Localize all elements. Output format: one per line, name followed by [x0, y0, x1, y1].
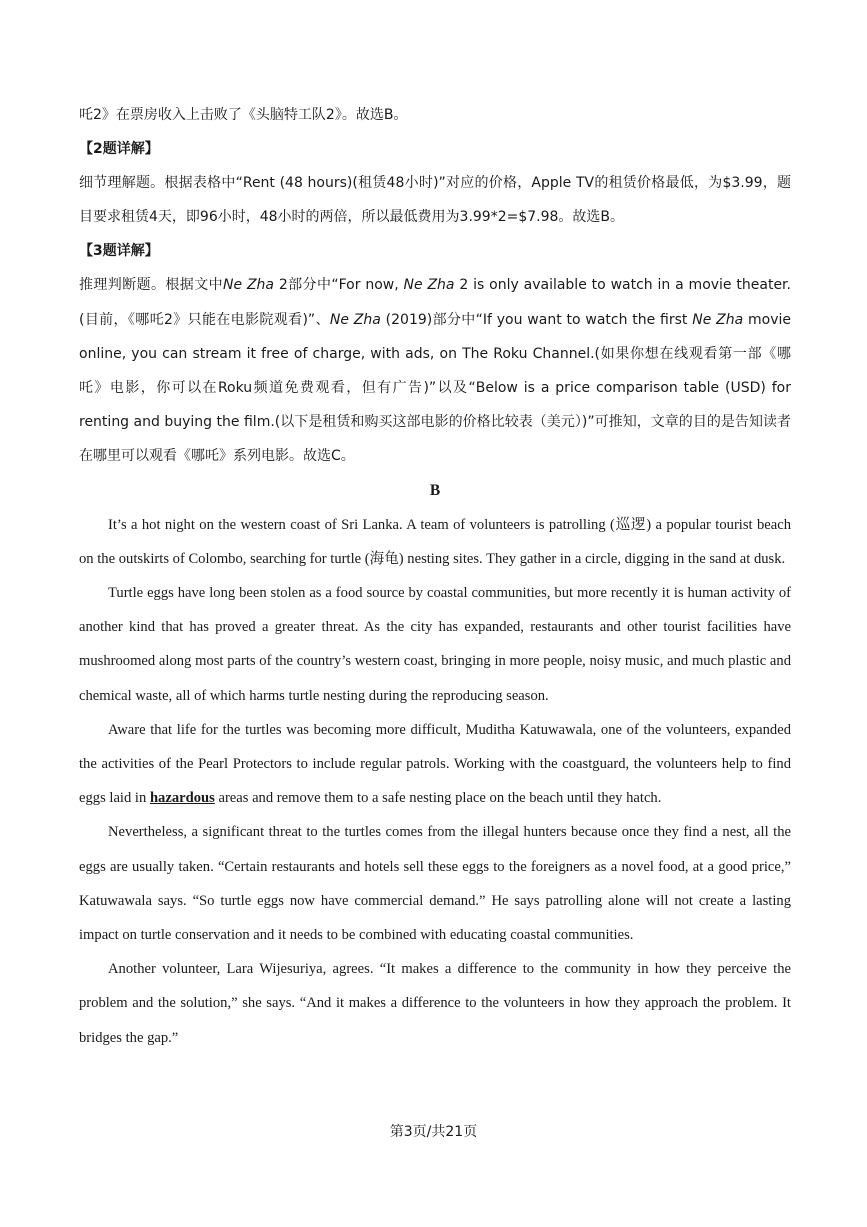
q3-heading: 【3题详解】 [79, 243, 159, 260]
q1-answer-tail: 吒2》在票房收入上击败了《头脑特工队2》。故选B。 [79, 107, 408, 123]
paragraph-3-text-b: areas and remove them to a safe nesting place on the beach until they hatch. [214, 790, 662, 807]
passage-paragraph-5: Another volunteer, Lara Wijesuriya, agrees. “It makes a difference to the community in how they perceive the problem and the solution,” she says. “And it makes a difference to the volunteers in how they approach the problem. It bridges the gap.” [79, 961, 791, 1046]
q3-text-3: 2 is only available to watch in a movie theater.(目前，《哪吒2》只能在电影院观看)”、 [79, 277, 791, 328]
q3-text-5: movie online, you can stream it free of charge, with ads, on The Roku Channel.(如果你想在线观看第一部《哪吒》电影，你可以在Roku频道免费观看，但有广告)”以及“Below is a price comparison table (USD) for renting and buying the film.(以下是租赁和购买这部电影的价格比较表（美元）)”可推知，文章的目的是告知读者在哪里可以观看《哪吒》系列电影。故选C。 [79, 311, 791, 465]
passage-title: B [429, 481, 441, 499]
passage-paragraph-3 [79, 713, 791, 816]
q3-text-1: 推理判断题。根据文中 [79, 277, 224, 294]
q3-text-2: 2部分中“For now, [274, 277, 404, 294]
passage-paragraph-4: Nevertheless, a significant threat to the turtles comes from the illegal hunters because once they find a nest, all the eggs are usually taken. “Certain restaurants and hotels sell these eggs to the foreigners as a novel food, at a good price,” Katuwawala says. “So turtle eggs now have commercial demand.” He says patrolling alone will not create a lasting impact on turtle conservation and it needs to be combined with educating coastal communities. [79, 824, 791, 944]
q2-heading: 【2题详解】 [79, 141, 159, 157]
q3-title-italic-3: Ne Zha [329, 311, 381, 328]
paragraph-3-text-a: Aware that life for the turtles was becoming more difficult, Muditha Katuwawala, one of the volunteers, expanded the activities of the Pearl Protectors to include regular patrols. Working with the coastguard, the volunteers help to find eggs laid in [79, 721, 791, 807]
q3-explanation [79, 268, 791, 473]
q2-explanation: 细节理解题。根据表格中“Rent (48 hours)(租赁48小时)”对应的价格，Apple TV的租赁价格最低，为$3.99，题目要求租赁4天，即96小时，48小时的两倍，所以最低费用为3.99*2=$7.98。故选B。 [79, 175, 791, 226]
q3-title-italic-4: Ne Zha [692, 311, 744, 328]
underlined-word-hazardous: hazardous [149, 790, 215, 807]
passage-paragraph-1: It’s a hot night on the western coast of Sri Lanka. A team of volunteers is patrolling (巡逻) a popular tourist beach on the outskirts of Colombo, searching for turtle (海龟) nesting sites. They gather in a circle, digging in the sand at dusk. [79, 516, 791, 567]
q3-title-italic-2: Ne Zha [403, 277, 455, 294]
passage-paragraph-2: Turtle eggs have long been stolen as a food source by coastal communities, but more recently it is human activity of another kind that has proved a greater threat. As the city has expanded, restaurants and other tourist facilities have mushroomed along most parts of the country’s western coast, bringing in more people, noisy music, and much plastic and chemical waste, all of which harms turtle nesting during the reproducing season. [79, 585, 791, 704]
q3-text-4: (2019)部分中“If you want to watch the first [380, 311, 693, 328]
q3-title-italic-1: Ne Zha [223, 277, 274, 294]
page-content [79, 98, 791, 1055]
page-number-footer: 第3页/共21页 [389, 1124, 478, 1140]
